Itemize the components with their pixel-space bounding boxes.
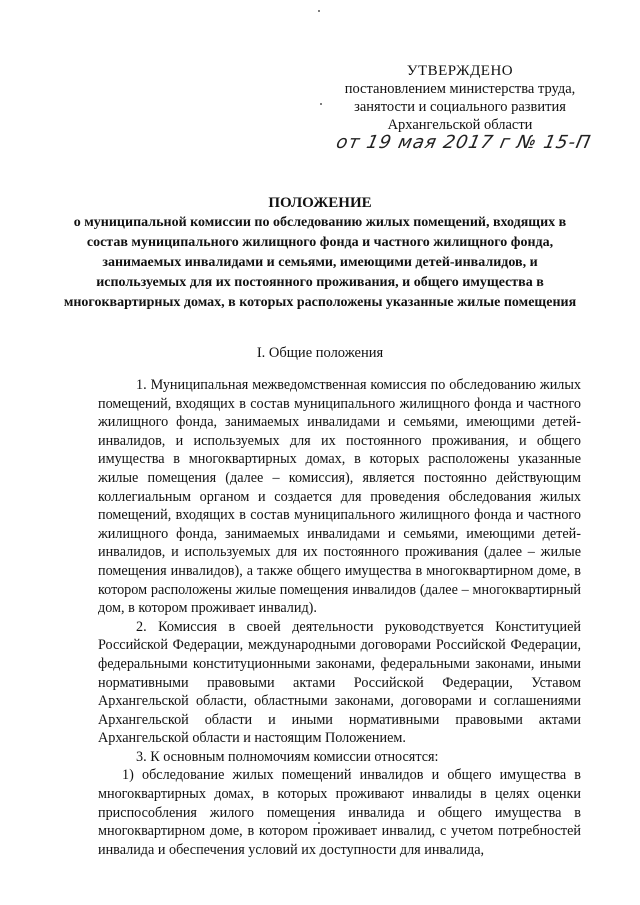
paragraph-1: 1. Муниципальная межведомственная комиссия по обследованию жилых помещений, входящих в состав муниципального жилищного фонда и частного жилищного фонда, занимаемых инвалидами и семьями, имеющими детей-инвалидов, и используемых для их постоянного проживания, и общего имущества в многоквартирных домах, в которых расположены указанные жилые помещения (далее – комиссия), является постоянно действующим коллегиальным органом и создается для проведения обследования жилых помещений, входящих в состав муниципального жилищного фонда и частного жилищного фонда, занимаемых инвалидами и семьями, имеющими детей-инвалидов, и используемых для их постоянного проживания (далее – жилые помещения инвалидов), а также общего имущества в многоквартирном доме, в котором расположены жилые помещения инвалидов (далее – многоквартирный дом, в котором проживает инвалид). <box>98 377 581 617</box>
document-title-block <box>60 193 580 313</box>
approval-stamp <box>330 62 590 134</box>
handwritten-date: от 19 мая 2017 г № 15-П <box>334 132 593 153</box>
scan-speck <box>320 103 322 105</box>
approval-line-2: занятости и социального развития <box>354 99 566 115</box>
approval-line-3: Архангельской области <box>387 117 533 133</box>
paragraph-2: 2. Комиссия в своей деятельности руководствуется Конституцией Российской Федерации, международными договорами Российской Федерации, федеральными конституционными законами, федеральными законами, иными нормативными правовыми актами Российской Федерации, Уставом Архангельской области, областными законами, договорами и соглашениями Архангельской области и иными нормативными правовыми актами Архангельской области и настоящим Положением. <box>98 618 581 747</box>
scan-speck <box>318 10 320 12</box>
section-heading: I. Общие положения <box>256 345 384 361</box>
approval-line-1: постановлением министерства труда, <box>344 81 576 97</box>
paragraph-3: 3. К основным полномочиям комиссии относятся: <box>136 748 439 765</box>
document-body <box>98 376 581 859</box>
document-subtitle: о муниципальной комиссии по обследованию жилых помещений, входящих в состав муниципального жилищного фонда и частного жилищного фонда, занимаемых инвалидами и семьями, имеющими детей-инвалидов, и используемых для их постоянного проживания, и общего имущества в многоквартирных домах, в которых расположены указанные жилые помещения <box>63 215 577 310</box>
document-title: ПОЛОЖЕНИЕ <box>268 195 372 211</box>
approval-heading: УТВЕРЖДЕНО <box>406 63 514 79</box>
paragraph-3-item-1: 1) обследование жилых помещений инвалидов и общего имущества в многоквартирных домах, в которых проживают инвалиды в целях оценки приспособления жилого помещения инвалида и общего имущества в многоквартирном доме, в котором проживает инвалид, с учетом потребностей инвалида и обеспечения условий их доступности для инвалида, <box>98 767 581 858</box>
